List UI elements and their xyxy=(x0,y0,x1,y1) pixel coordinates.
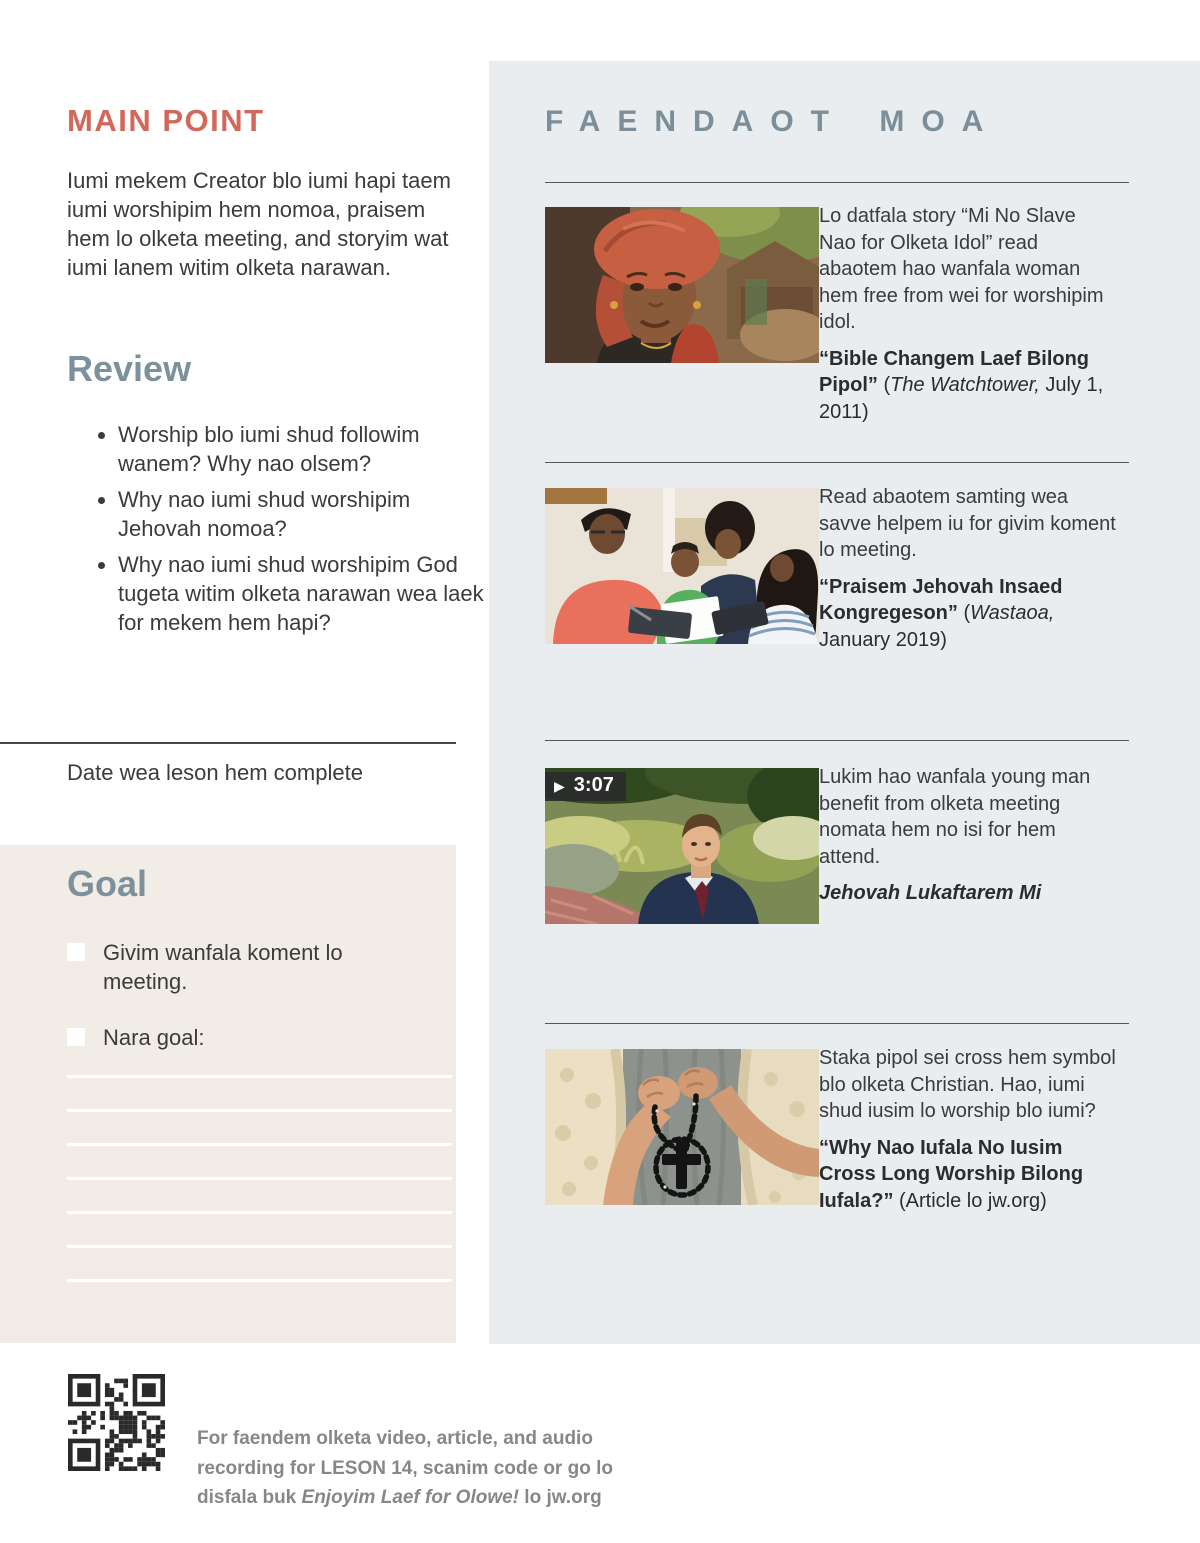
resource-item xyxy=(545,207,1165,425)
resource-item xyxy=(545,768,1165,924)
main-point-title: MAIN POINT xyxy=(67,103,265,138)
qr-code xyxy=(68,1374,165,1471)
goal-checkbox[interactable] xyxy=(67,943,85,961)
resource-item xyxy=(545,488,1165,653)
write-lines xyxy=(67,1075,452,1313)
goal-checkbox[interactable] xyxy=(67,1028,85,1046)
review-bullet: • Worship blo iumi shud followim wanem? Why nao olsem? xyxy=(118,420,490,478)
write-line[interactable] xyxy=(67,1177,452,1180)
goal-checkbox-label: Nara goal: xyxy=(103,1025,205,1050)
resource-text xyxy=(819,484,1117,653)
find-out-more-panel xyxy=(489,61,1200,1344)
goal-checklist-row xyxy=(67,1023,353,1052)
review-bullet: • Why nao iumi shud worshipim Jehovah nomoa? xyxy=(118,485,490,543)
video-duration-badge xyxy=(545,772,626,801)
elderly-woman-headwrap-photo xyxy=(545,207,819,363)
write-line[interactable] xyxy=(67,1143,452,1146)
resource-text xyxy=(819,203,1117,425)
resource-reference: “Why Nao Iufala No Iusim Cross Long Worship Bilong Iufala?” (Article lo jw.org) xyxy=(819,1136,1084,1212)
date-divider xyxy=(0,742,456,744)
write-line[interactable] xyxy=(67,1211,452,1214)
goal-checklist-row xyxy=(67,938,353,996)
elderly-woman-illustration xyxy=(545,207,819,363)
write-line[interactable] xyxy=(67,1109,452,1112)
video-duration: 3:07 xyxy=(573,774,614,796)
play-icon: ▶ xyxy=(554,777,565,794)
resource-reference: “Praisem Jehovah Insaed Kongregeson” (Wastaoa, January 2019) xyxy=(819,575,1063,651)
find-out-more-title: FAENDAOT MOA xyxy=(545,105,1001,138)
resource-body: Lo datfala story “Mi No Slave Nao for Olketa Idol” read abaotem hao wanfala woman hem free from wei for worshipim idol. xyxy=(819,205,1104,333)
divider xyxy=(545,740,1129,741)
write-line[interactable] xyxy=(67,1279,452,1282)
main-point-body: Iumi mekem Creator blo iumi hapi taem iumi worshipim hem nomoa, praisem hem lo olketa meeting, and storyim wat iumi lanem witim olketa narawan. xyxy=(67,168,451,280)
qr-caption: For faendem olketa video, article, and audio recording for LESON 14, scanim code or go lo disfala buk Enjoyim Laef for Olowe! lo jw.org xyxy=(197,1428,613,1508)
resource-item xyxy=(545,1049,1165,1214)
write-line[interactable] xyxy=(67,1075,452,1078)
write-line[interactable] xyxy=(67,1245,452,1248)
goal-title: Goal xyxy=(67,863,148,904)
resource-body: Read abaotem samting wea savve helpem iu for givim koment lo meeting. xyxy=(819,486,1116,561)
divider xyxy=(545,1023,1129,1024)
review-list xyxy=(92,420,490,644)
resource-reference: Jehovah Lukaftarem Mi xyxy=(819,882,1042,904)
divider xyxy=(545,182,1129,183)
video-thumbnail[interactable] xyxy=(545,768,819,924)
resource-reference: “Bible Changem Laef Bilong Pipol” (The Watchtower, July 1, 2011) xyxy=(819,347,1104,423)
rosary-cross-illustration xyxy=(545,1049,819,1205)
review-title: Review xyxy=(67,348,192,389)
hands-holding-cross-photo xyxy=(545,1049,819,1205)
family-study-illustration xyxy=(545,488,819,644)
resource-body: Lukim hao wanfala young man benefit from olketa meeting nomata hem no isi for hem attend. xyxy=(819,766,1091,868)
date-complete-label: Date wea leson hem complete xyxy=(67,760,363,785)
family-bible-study-photo xyxy=(545,488,819,644)
resource-text xyxy=(819,1045,1117,1214)
divider xyxy=(545,462,1129,463)
goal-panel xyxy=(0,845,456,1343)
resource-text xyxy=(819,764,1117,924)
goal-checkbox-label: Givim wanfala koment lo meeting. xyxy=(103,940,343,994)
review-bullet: • Why nao iumi shud worshipim God tugeta witim olketa narawan wea laek for mekem hem hapi? xyxy=(118,550,490,637)
resource-body: Staka pipol sei cross hem symbol blo olketa Christian. Hao, iumi shud iusim lo worship blo iumi? xyxy=(819,1047,1116,1122)
